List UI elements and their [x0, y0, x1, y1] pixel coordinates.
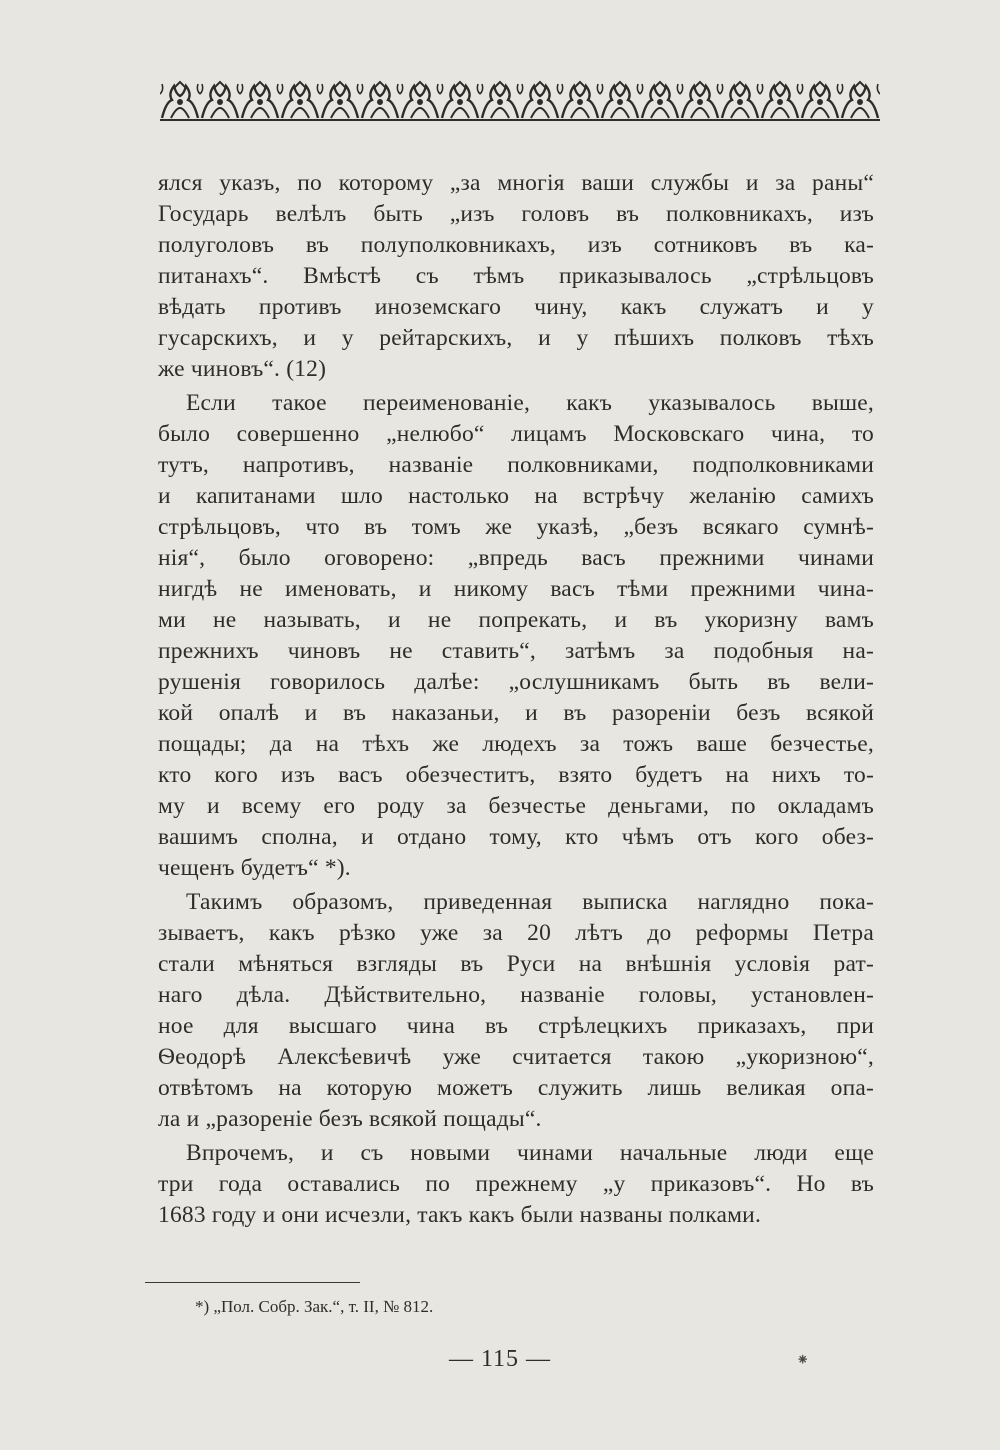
footnote: *) „Пол. Собр. Зак.“, т. II, № 812. [195, 1297, 434, 1316]
text-line: ялся указъ, по которому „за многія ваши службы и за раны“ [158, 170, 874, 196]
text-line: Такимъ образомъ, приведенная выписка наглядно пока- [186, 889, 874, 915]
text-line: рушенія говорилось далѣе: „ослушникамъ быть въ вели- [158, 669, 874, 695]
ornament-motif [480, 82, 520, 118]
text-line: нія“, было оговорено: „впредь васъ прежними чинами [158, 545, 874, 571]
ornament-motif [640, 82, 680, 118]
text-line: вѣдать противъ иноземскаго чину, какъ служатъ и у [158, 294, 874, 320]
text-line: кто кого изъ васъ обезчеститъ, взято будетъ на нихъ то- [158, 762, 874, 788]
paragraph [158, 168, 874, 385]
text-line: зываетъ, какъ рѣзко уже за 20 лѣтъ до реформы Петра [158, 920, 874, 946]
text-line: прежнихъ чиновъ не ставить“, затѣмъ за подобныя на- [158, 638, 874, 664]
paragraph [158, 887, 874, 1135]
ornament-motif [400, 82, 440, 118]
text-line: ми не называть, и не попрекать, и въ укоризну вамъ [158, 607, 874, 633]
ornament-motif [320, 82, 360, 118]
ornament-motif [840, 82, 880, 118]
text-line: вашимъ сполна, и отдано тому, кто чѣмъ отъ кого обез- [158, 824, 874, 850]
text-line: наго дѣла. Дѣйствительно, названіе головы, установлен- [158, 982, 874, 1008]
ornament-motif [680, 82, 720, 118]
ornament-motif [240, 82, 280, 118]
text-line: гусарскихъ, и у рейтарскихъ, и у пѣшихъ полковъ тѣхъ [158, 325, 874, 351]
text-line: кой опалѣ и въ наказаньи, и въ разореніи безъ всякой [158, 700, 874, 726]
text-line: отвѣтомъ на которую можетъ служить лишь великая опа- [158, 1075, 874, 1101]
ornament-motif [560, 82, 600, 118]
ornament-motif [760, 82, 800, 118]
text-line: 1683 году и они исчезли, такъ какъ были названы полками. [158, 1202, 762, 1228]
ornament-motif [360, 82, 400, 118]
text-line: стрѣльцовъ, что въ томъ же указѣ, „безъ всякаго сумнѣ- [158, 514, 874, 540]
ornament-motif [440, 82, 480, 118]
text-line: полуголовъ въ полуполковникахъ, изъ сотниковъ въ ка- [158, 232, 874, 258]
text-line: пощады; да на тѣхъ же людехъ за тожъ ваше безчестье, [158, 731, 874, 757]
text-line: Впрочемъ, и съ новыми чинами начальные люди еще [186, 1140, 874, 1166]
ornament-motif [800, 82, 840, 118]
text-line: было совершенно „нелюбо“ лицамъ Московскаго чина, то [158, 421, 874, 447]
paragraph [158, 1138, 874, 1231]
ornament-motif [160, 82, 200, 118]
text-line: чещенъ будетъ“ *). [158, 855, 351, 881]
text-line: и капитанами шло настолько на встрѣчу желанію самихъ [158, 483, 874, 509]
text-line: нигдѣ не именовать, и никому васъ тѣми прежними чина- [158, 576, 874, 602]
paragraph [158, 388, 874, 884]
ornament-motif [520, 82, 560, 118]
text-line: же чиновъ“. (12) [158, 356, 327, 382]
text-line: Ѳеодорѣ Алексѣевичѣ уже считается такою „укоризною“, [158, 1044, 874, 1070]
text-line: три года оставались по прежнему „у приказовъ“. Но въ [158, 1171, 874, 1197]
text-line: стали мѣняться взгляды въ Руси на внѣшнія условія рат- [158, 951, 874, 977]
body-text [158, 168, 874, 1231]
page-number: — 115 — [448, 1346, 552, 1372]
ornament-motif [720, 82, 760, 118]
ornament-motif [280, 82, 320, 118]
text-line: му и всему его роду за безчестье деньгами, по окладамъ [158, 793, 874, 819]
ornament-motif [600, 82, 640, 118]
stray-mark: ⁕ [796, 1352, 810, 1369]
ornament-motif [200, 82, 240, 118]
ornamental-band-icon [160, 80, 880, 122]
text-line: ла и „разореніе безъ всякой пощады“. [158, 1106, 542, 1132]
text-line: Если такое переименованіе, какъ указывалось выше, [186, 390, 874, 416]
text-line: тутъ, напротивъ, названіе полковниками, подполковниками [158, 452, 874, 478]
text-line: питанахъ“. Вмѣстѣ съ тѣмъ приказывалось „стрѣльцовъ [158, 263, 874, 289]
text-line: ное для высшаго чина въ стрѣлецкихъ приказахъ, при [158, 1013, 874, 1039]
footnote-divider [145, 1282, 360, 1283]
text-line: Государь велѣлъ быть „изъ головъ въ полковникахъ, изъ [158, 201, 874, 227]
